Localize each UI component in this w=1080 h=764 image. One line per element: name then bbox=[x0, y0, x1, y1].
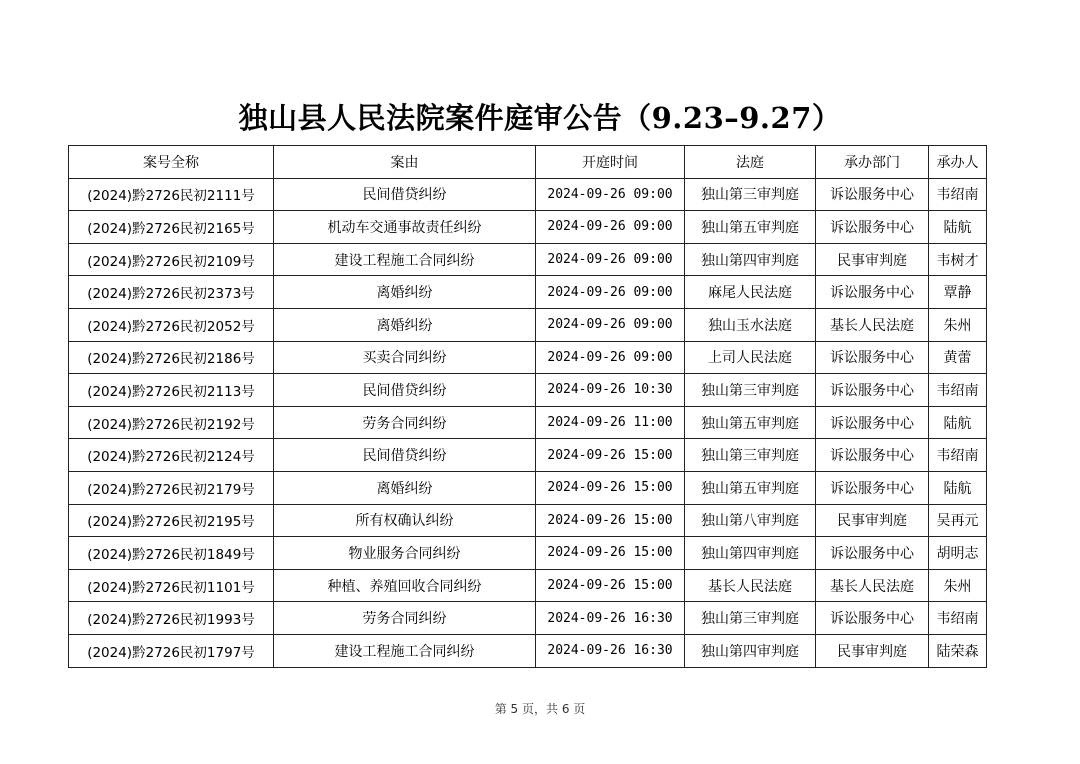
department-cell: 诉讼服务中心 bbox=[816, 471, 929, 504]
judge-cell: 陆航 bbox=[929, 471, 987, 504]
judge-cell: 韦树才 bbox=[929, 243, 987, 276]
courtroom-cell: 麻尾人民法庭 bbox=[685, 276, 816, 309]
hearing-time-cell: 2024-09-26 15:00 bbox=[536, 439, 685, 472]
judge-cell: 陆荣森 bbox=[929, 634, 987, 667]
department-cell: 诉讼服务中心 bbox=[816, 602, 929, 635]
judge-cell: 韦绍南 bbox=[929, 178, 987, 211]
judge-cell: 吴再元 bbox=[929, 504, 987, 537]
judge-cell: 覃静 bbox=[929, 276, 987, 309]
case-number-cell: (2024)黔2726民初2113号 bbox=[69, 374, 274, 407]
hearing-time-cell: 2024-09-26 09:00 bbox=[536, 276, 685, 309]
hearing-time-cell: 2024-09-26 11:00 bbox=[536, 406, 685, 439]
case-number-cell: (2024)黔2726民初2195号 bbox=[69, 504, 274, 537]
cause-cell: 所有权确认纠纷 bbox=[274, 504, 536, 537]
hearing-time-cell: 2024-09-26 09:00 bbox=[536, 211, 685, 244]
table-row bbox=[69, 602, 987, 635]
table-row bbox=[69, 243, 987, 276]
cause-cell: 买卖合同纠纷 bbox=[274, 341, 536, 374]
case-number-header: 案号全称 bbox=[69, 146, 274, 179]
judge-cell: 黄蕾 bbox=[929, 341, 987, 374]
case-number-cell: (2024)黔2726民初2192号 bbox=[69, 406, 274, 439]
judge-cell: 韦绍南 bbox=[929, 439, 987, 472]
table-row bbox=[69, 439, 987, 472]
cause-cell: 民间借贷纠纷 bbox=[274, 439, 536, 472]
department-cell: 民事审判庭 bbox=[816, 504, 929, 537]
cause-cell: 建设工程施工合同纠纷 bbox=[274, 634, 536, 667]
department-cell: 诉讼服务中心 bbox=[816, 341, 929, 374]
hearing-time-cell: 2024-09-26 15:00 bbox=[536, 504, 685, 537]
case-number-cell: (2024)黔2726民初2111号 bbox=[69, 178, 274, 211]
table-row bbox=[69, 178, 987, 211]
case-number-cell: (2024)黔2726民初2124号 bbox=[69, 439, 274, 472]
department-cell: 诉讼服务中心 bbox=[816, 211, 929, 244]
hearing-schedule-table bbox=[68, 145, 987, 668]
cause-cell: 离婚纠纷 bbox=[274, 471, 536, 504]
judge-cell: 韦绍南 bbox=[929, 602, 987, 635]
table-row bbox=[69, 374, 987, 407]
table-row bbox=[69, 211, 987, 244]
department-cell: 基长人民法庭 bbox=[816, 308, 929, 341]
table-row bbox=[69, 537, 987, 570]
judge-cell: 朱州 bbox=[929, 569, 987, 602]
cause-cell: 劳务合同纠纷 bbox=[274, 602, 536, 635]
courtroom-cell: 上司人民法庭 bbox=[685, 341, 816, 374]
hearing-time-cell: 2024-09-26 16:30 bbox=[536, 634, 685, 667]
table-row bbox=[69, 471, 987, 504]
department-cell: 诉讼服务中心 bbox=[816, 276, 929, 309]
case-number-cell: (2024)黔2726民初2373号 bbox=[69, 276, 274, 309]
cause-cell: 民间借贷纠纷 bbox=[274, 178, 536, 211]
table-row bbox=[69, 341, 987, 374]
case-number-cell: (2024)黔2726民初1797号 bbox=[69, 634, 274, 667]
table-row bbox=[69, 276, 987, 309]
courtroom-cell: 独山第四审判庭 bbox=[685, 537, 816, 570]
case-number-cell: (2024)黔2726民初1849号 bbox=[69, 537, 274, 570]
table-row bbox=[69, 569, 987, 602]
department-cell: 诉讼服务中心 bbox=[816, 537, 929, 570]
table-row bbox=[69, 504, 987, 537]
judge-cell: 朱州 bbox=[929, 308, 987, 341]
judge-cell: 韦绍南 bbox=[929, 374, 987, 407]
cause-header: 案由 bbox=[274, 146, 536, 179]
courtroom-cell: 独山第五审判庭 bbox=[685, 471, 816, 504]
case-number-cell: (2024)黔2726民初2109号 bbox=[69, 243, 274, 276]
case-number-cell: (2024)黔2726民初2052号 bbox=[69, 308, 274, 341]
courtroom-cell: 基长人民法庭 bbox=[685, 569, 816, 602]
department-cell: 诉讼服务中心 bbox=[816, 178, 929, 211]
table-row bbox=[69, 634, 987, 667]
department-cell: 基长人民法庭 bbox=[816, 569, 929, 602]
judge-cell: 陆航 bbox=[929, 406, 987, 439]
table-body bbox=[69, 178, 987, 667]
hearing-time-cell: 2024-09-26 09:00 bbox=[536, 243, 685, 276]
courtroom-cell: 独山第四审判庭 bbox=[685, 634, 816, 667]
case-number-cell: (2024)黔2726民初1101号 bbox=[69, 569, 274, 602]
cause-cell: 物业服务合同纠纷 bbox=[274, 537, 536, 570]
courtroom-cell: 独山第三审判庭 bbox=[685, 439, 816, 472]
judge-cell: 陆航 bbox=[929, 211, 987, 244]
courtroom-cell: 独山第五审判庭 bbox=[685, 211, 816, 244]
courtroom-cell: 独山第四审判庭 bbox=[685, 243, 816, 276]
case-number-cell: (2024)黔2726民初2165号 bbox=[69, 211, 274, 244]
cause-cell: 离婚纠纷 bbox=[274, 276, 536, 309]
page-title: 独山县人民法院案件庭审公告（9.23–9.27） bbox=[238, 101, 842, 135]
table-row bbox=[69, 308, 987, 341]
department-cell: 诉讼服务中心 bbox=[816, 439, 929, 472]
hearing-time-cell: 2024-09-26 15:00 bbox=[536, 471, 685, 504]
courtroom-cell: 独山第三审判庭 bbox=[685, 178, 816, 211]
cause-cell: 民间借贷纠纷 bbox=[274, 374, 536, 407]
table-row bbox=[69, 406, 987, 439]
department-cell: 民事审判庭 bbox=[816, 634, 929, 667]
department-cell: 诉讼服务中心 bbox=[816, 374, 929, 407]
hearing-time-cell: 2024-09-26 16:30 bbox=[536, 602, 685, 635]
cause-cell: 建设工程施工合同纠纷 bbox=[274, 243, 536, 276]
courtroom-cell: 独山第五审判庭 bbox=[685, 406, 816, 439]
courtroom-cell: 独山第八审判庭 bbox=[685, 504, 816, 537]
department-cell: 诉讼服务中心 bbox=[816, 406, 929, 439]
department-cell: 民事审判庭 bbox=[816, 243, 929, 276]
cause-cell: 离婚纠纷 bbox=[274, 308, 536, 341]
hearing-time-cell: 2024-09-26 15:00 bbox=[536, 569, 685, 602]
hearing-time-header: 开庭时间 bbox=[536, 146, 685, 179]
courtroom-header: 法庭 bbox=[685, 146, 816, 179]
hearing-time-cell: 2024-09-26 15:00 bbox=[536, 537, 685, 570]
courtroom-cell: 独山玉水法庭 bbox=[685, 308, 816, 341]
cause-cell: 劳务合同纠纷 bbox=[274, 406, 536, 439]
page-footer: 第 5 页，共 6 页 bbox=[494, 702, 586, 716]
cause-cell: 种植、养殖回收合同纠纷 bbox=[274, 569, 536, 602]
department-header: 承办部门 bbox=[816, 146, 929, 179]
courtroom-cell: 独山第三审判庭 bbox=[685, 602, 816, 635]
case-number-cell: (2024)黔2726民初2186号 bbox=[69, 341, 274, 374]
judge-header: 承办人 bbox=[929, 146, 987, 179]
hearing-time-cell: 2024-09-26 10:30 bbox=[536, 374, 685, 407]
cause-cell: 机动车交通事故责任纠纷 bbox=[274, 211, 536, 244]
table-header-row bbox=[69, 146, 987, 179]
judge-cell: 胡明志 bbox=[929, 537, 987, 570]
hearing-time-cell: 2024-09-26 09:00 bbox=[536, 341, 685, 374]
case-number-cell: (2024)黔2726民初2179号 bbox=[69, 471, 274, 504]
hearing-time-cell: 2024-09-26 09:00 bbox=[536, 178, 685, 211]
case-number-cell: (2024)黔2726民初1993号 bbox=[69, 602, 274, 635]
courtroom-cell: 独山第三审判庭 bbox=[685, 374, 816, 407]
hearing-time-cell: 2024-09-26 09:00 bbox=[536, 308, 685, 341]
